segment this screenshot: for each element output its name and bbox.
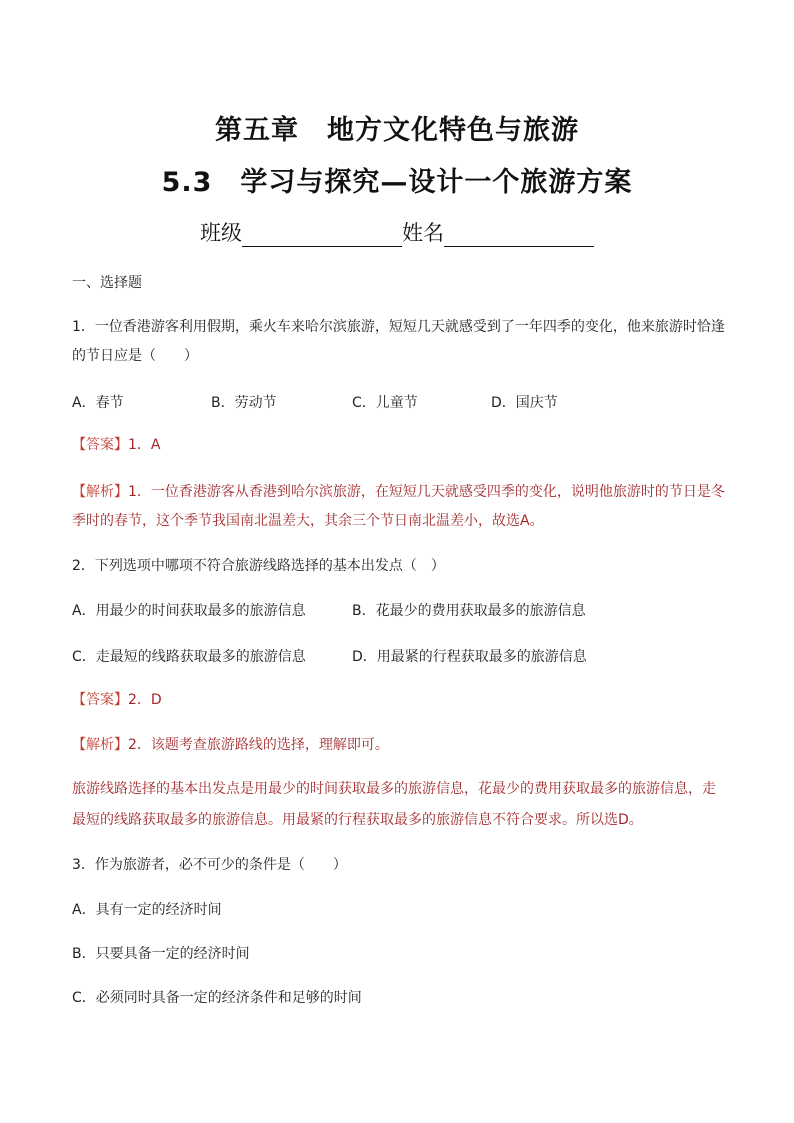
q2-analysis-line3: 最短的线路获取最多的旅游信息。用最紧的行程获取最多的旅游信息不符合要求。所以选D。 xyxy=(72,812,643,828)
q3-stem-line1: 3．作为旅游者，必不可少的条件是（ ） xyxy=(72,857,347,873)
q1-answer xyxy=(72,435,160,455)
student-info-line xyxy=(0,217,794,247)
answer-tag: 【答案】 xyxy=(72,437,128,453)
analysis-tag: 【解析】 xyxy=(72,737,128,753)
q1-option-b: B．劳动节 xyxy=(211,395,277,411)
name-label: 姓名 xyxy=(402,221,444,245)
q2-option-d: D．用最紧的行程获取最多的旅游信息 xyxy=(352,649,587,665)
q2-answer-text: 2．D xyxy=(128,692,162,708)
q1-option-c: C．儿童节 xyxy=(352,395,418,411)
class-blank xyxy=(242,226,402,247)
q2-option-a: A．用最少的时间获取最多的旅游信息 xyxy=(72,603,306,619)
q1-analysis-text1: 1．一位香港游客从香港到哈尔滨旅游，在短短几天就感受四季的变化，说明他旅游时的节日是冬 xyxy=(128,484,725,500)
q1-stem-line2: 的节日应是（ ） xyxy=(72,348,198,364)
q3-option-c: C．必须同时具备一定的经济条件和足够的时间 xyxy=(72,990,362,1006)
analysis-tag: 【解析】 xyxy=(72,484,128,500)
class-label: 班级 xyxy=(200,221,242,245)
q2-analysis-line2: 旅游线路选择的基本出发点是用最少的时间获取最多的旅游信息，花最少的费用获取最多的旅游信息，走 xyxy=(72,781,716,797)
q3-option-b: B．只要具备一定的经济时间 xyxy=(72,946,250,962)
q3-option-a: A．具有一定的经济时间 xyxy=(72,902,222,918)
q2-analysis-line1 xyxy=(72,735,389,755)
chapter-title: 第五章 地方文化特色与旅游 xyxy=(215,115,579,146)
q1-analysis-line2: 季时的春节，这个季节我国南北温差大，其余三个节日南北温差小，故选A。 xyxy=(72,513,544,529)
q1-option-d: D．国庆节 xyxy=(491,395,558,411)
q1-answer-text: 1．A xyxy=(128,437,161,453)
q2-stem-line1: 2．下列选项中哪项不符合旅游线路选择的基本出发点（ ） xyxy=(72,558,445,574)
answer-tag: 【答案】 xyxy=(72,692,128,708)
section-heading: 一、选择题 xyxy=(72,275,142,291)
q2-option-b: B．花最少的费用获取最多的旅游信息 xyxy=(352,603,586,619)
q1-option-a: A．春节 xyxy=(72,395,124,411)
q2-option-c: C．走最短的线路获取最多的旅游信息 xyxy=(72,649,306,665)
name-blank xyxy=(444,226,594,247)
q1-analysis-line1 xyxy=(72,482,725,502)
q2-answer xyxy=(72,690,162,710)
q2-analysis-text1: 2．该题考查旅游路线的选择，理解即可。 xyxy=(128,737,389,753)
q1-stem-line1: 1．一位香港游客利用假期，乘火车来哈尔滨旅游，短短几天就感受到了一年四季的变化，他来旅游时恰逢 xyxy=(72,319,725,335)
section-title: 5.3 学习与探究—设计一个旅游方案 xyxy=(161,167,633,198)
